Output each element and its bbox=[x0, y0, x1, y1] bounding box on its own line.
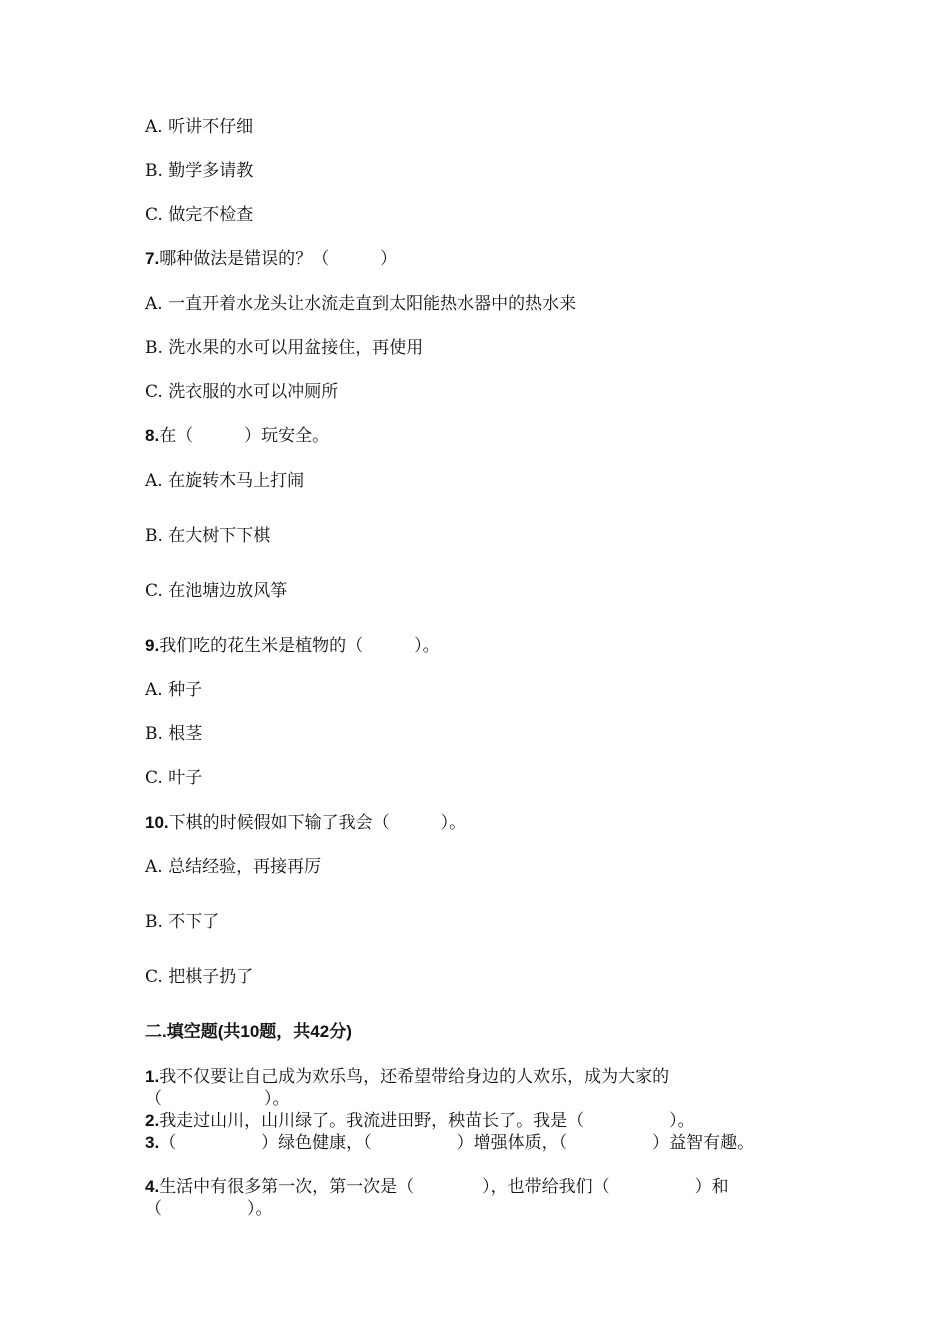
q9-option-c: C. 叶子 bbox=[145, 768, 203, 788]
fill-1-number: 1. bbox=[145, 1067, 160, 1086]
fill-2-text: 我走过山川，山川绿了。我流进田野，秧苗长了。我是（ ）。 bbox=[159, 1111, 695, 1131]
q7-number: 7. bbox=[145, 249, 160, 268]
fill-3-number: 3. bbox=[145, 1133, 160, 1152]
q6-option-b: B. 勤学多请教 bbox=[145, 161, 254, 181]
q6-option-a: A. 听讲不仔细 bbox=[145, 117, 254, 137]
q8-option-a: A. 在旋转木马上打闹 bbox=[145, 471, 305, 491]
q10-option-c: C. 把棋子扔了 bbox=[145, 967, 254, 987]
q9-number: 9. bbox=[145, 636, 160, 655]
q7-option-c: C. 洗衣服的水可以冲厕所 bbox=[145, 382, 339, 402]
q10-prompt bbox=[145, 812, 466, 834]
fill-4-text: 生活中有很多第一次，第一次是（ ），也带给我们（ ）和（ ）。 bbox=[145, 1177, 729, 1219]
q10-option-a: A. 总结经验，再接再厉 bbox=[145, 857, 322, 877]
fill-3-text: （ ）绿色健康，（ ）增强体质，（ ）益智有趣。 bbox=[159, 1133, 755, 1153]
q8-number: 8. bbox=[145, 426, 160, 445]
q8-prompt bbox=[145, 425, 329, 447]
q9-option-b: B. 根茎 bbox=[145, 724, 203, 744]
q10-number: 10. bbox=[145, 813, 169, 832]
fill-question-2 bbox=[145, 1110, 810, 1132]
q9-text: 我们吃的花生米是植物的（ ）。 bbox=[159, 636, 440, 656]
q9-prompt bbox=[145, 635, 440, 657]
fill-1-text: 我不仅要让自己成为欢乐鸟，还希望带给身边的人欢乐，成为大家的（ ）。 bbox=[145, 1067, 670, 1109]
fill-question-4 bbox=[145, 1176, 810, 1220]
q8-option-b: B. 在大树下下棋 bbox=[145, 526, 271, 546]
q8-text: 在（ ）玩安全。 bbox=[159, 426, 330, 446]
fill-question-3 bbox=[145, 1132, 810, 1154]
fill-2-number: 2. bbox=[145, 1111, 160, 1130]
q7-text: 哪种做法是错误的？（ ） bbox=[159, 249, 398, 269]
fill-question-1 bbox=[145, 1066, 810, 1110]
q7-option-a: A. 一直开着水龙头让水流走直到太阳能热水器中的热水来 bbox=[145, 294, 577, 314]
fill-4-number: 4. bbox=[145, 1177, 160, 1196]
q8-option-c: C. 在池塘边放风筝 bbox=[145, 581, 288, 601]
q7-prompt bbox=[145, 248, 397, 270]
q6-option-c: C. 做完不检查 bbox=[145, 205, 254, 225]
q10-option-b: B. 不下了 bbox=[145, 912, 220, 932]
section-heading: 二.填空题(共10题，共42分) bbox=[145, 1022, 352, 1041]
q10-text: 下棋的时候假如下输了我会（ ）。 bbox=[168, 813, 467, 833]
q7-option-b: B. 洗水果的水可以用盆接住，再使用 bbox=[145, 338, 424, 358]
q9-option-a: A. 种子 bbox=[145, 680, 203, 700]
